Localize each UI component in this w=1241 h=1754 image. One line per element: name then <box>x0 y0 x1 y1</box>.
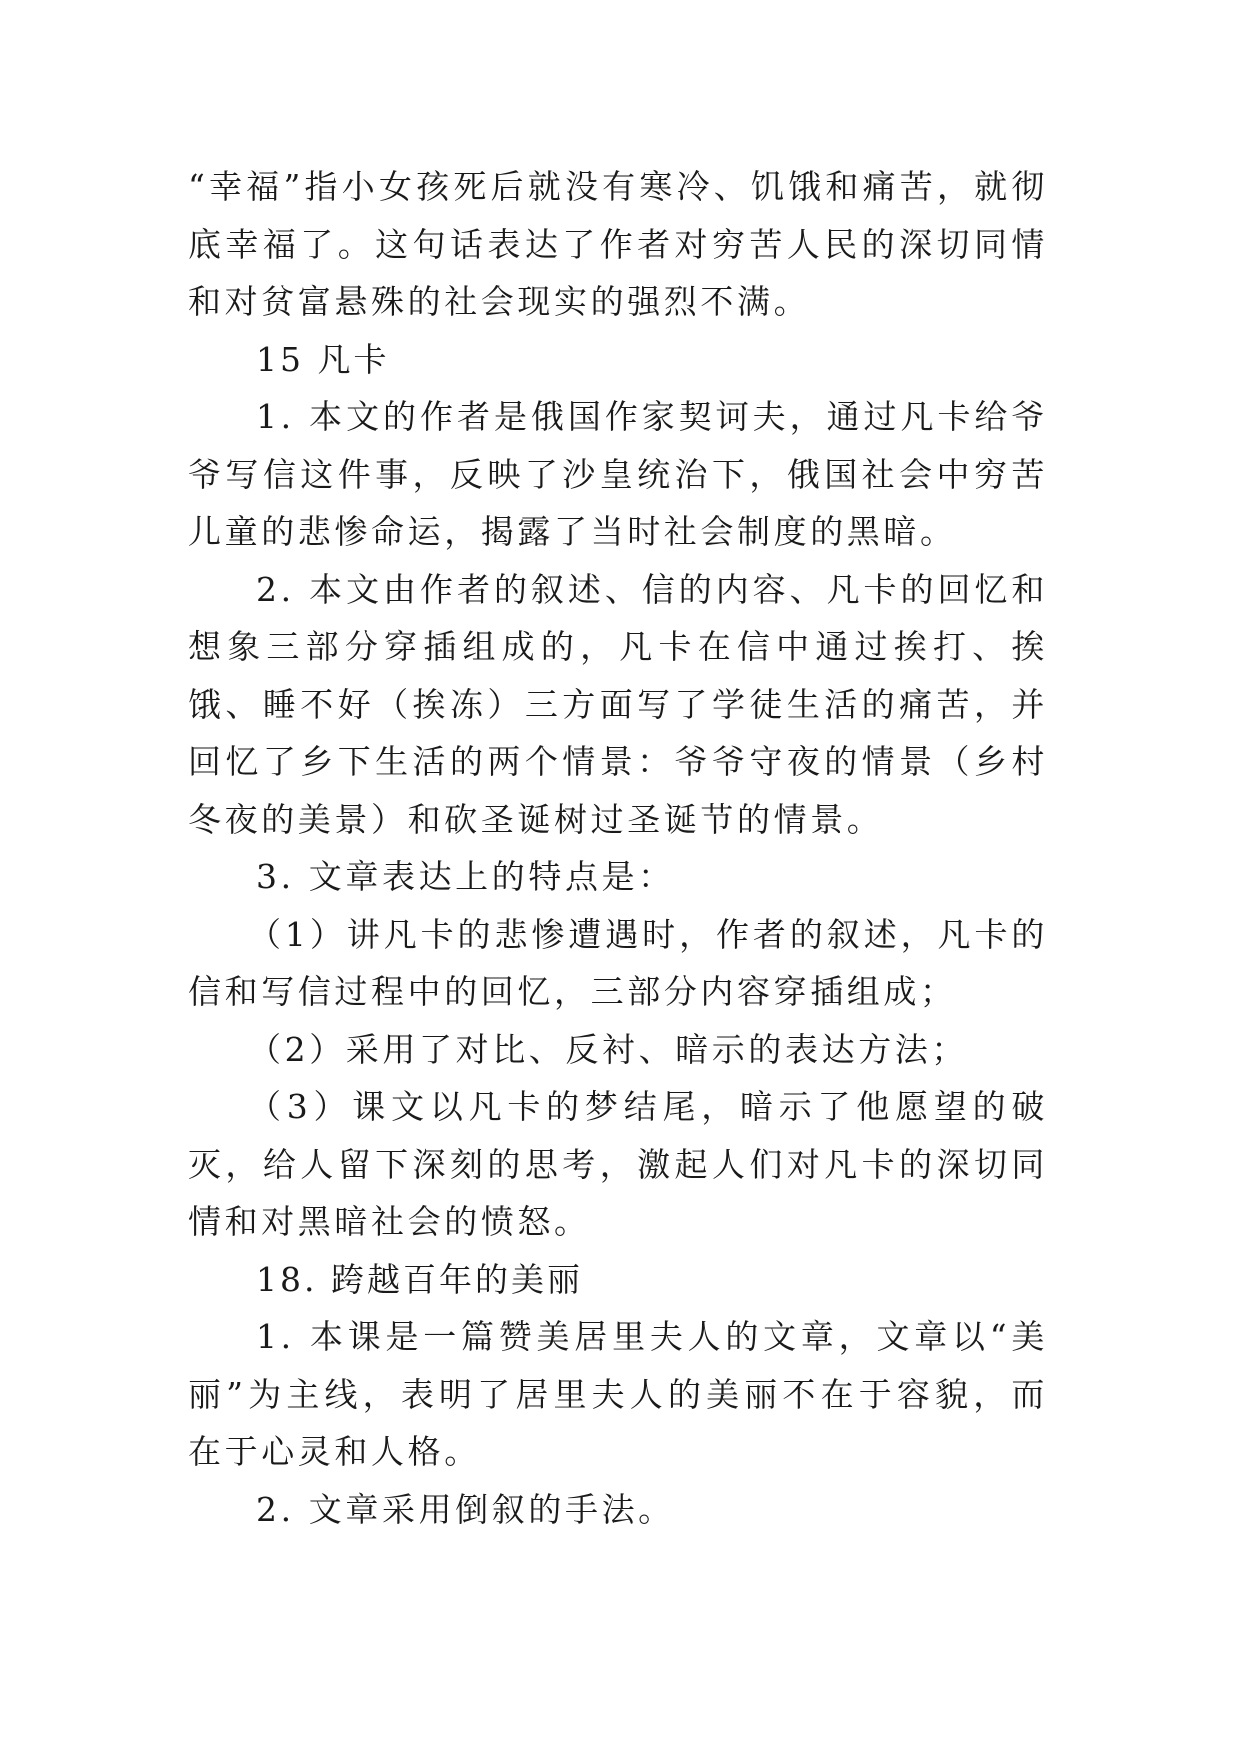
paragraph-beauty-point-1: 1. 本课是一篇赞美居里夫人的文章，文章以“美丽”为主线，表明了居里夫人的美丽不在于容貌，而在于心灵和人格。 <box>188 1317 1048 1471</box>
paragraph-fanka-subpoint-2: （2）采用了对比、反衬、暗示的表达方法； <box>248 1029 968 1069</box>
paragraph-continuation: “幸福”指小女孩死后就没有寒冷、饥饿和痛苦，就彻底幸福了。这句话表达了作者对穷苦人民的深切同情和对贫富悬殊的社会现实的强烈不满。 <box>188 167 1048 321</box>
paragraph-fanka-point-2: 2. 本文由作者的叙述、信的内容、凡卡的回忆和想象三部分穿插组成的，凡卡在信中通过挨打、挨饿、睡不好（挨冻）三方面写了学徒生活的痛苦，并回忆了乡下生活的两个情景：爷爷守夜的情景（乡村冬夜的美景）和砍圣诞树过圣诞节的情景。 <box>188 569 1048 839</box>
paragraph-fanka-point-1: 1. 本文的作者是俄国作家契诃夫，通过凡卡给爷爷写信这件事，反映了沙皇统治下，俄国社会中穷苦儿童的悲惨命运，揭露了当时社会制度的黑暗。 <box>188 397 1048 551</box>
section-heading-beauty: 18. 跨越百年的美丽 <box>256 1259 583 1299</box>
paragraph-fanka-point-3: 3. 文章表达上的特点是： <box>256 857 675 896</box>
document-body <box>188 158 1048 1538</box>
paragraph-beauty-point-2: 2. 文章采用倒叙的手法。 <box>256 1489 675 1529</box>
paragraph-fanka-subpoint-3: （3）课文以凡卡的梦结尾，暗示了他愿望的破灭，给人留下深刻的思考，激起人们对凡卡的深切同情和对黑暗社会的愤怒。 <box>188 1087 1048 1241</box>
paragraph-fanka-subpoint-1: （1）讲凡卡的悲惨遭遇时，作者的叙述，凡卡的信和写信过程中的回忆，三部分内容穿插组成； <box>188 914 1048 1011</box>
section-heading-fanka: 15 凡卡 <box>256 339 390 379</box>
